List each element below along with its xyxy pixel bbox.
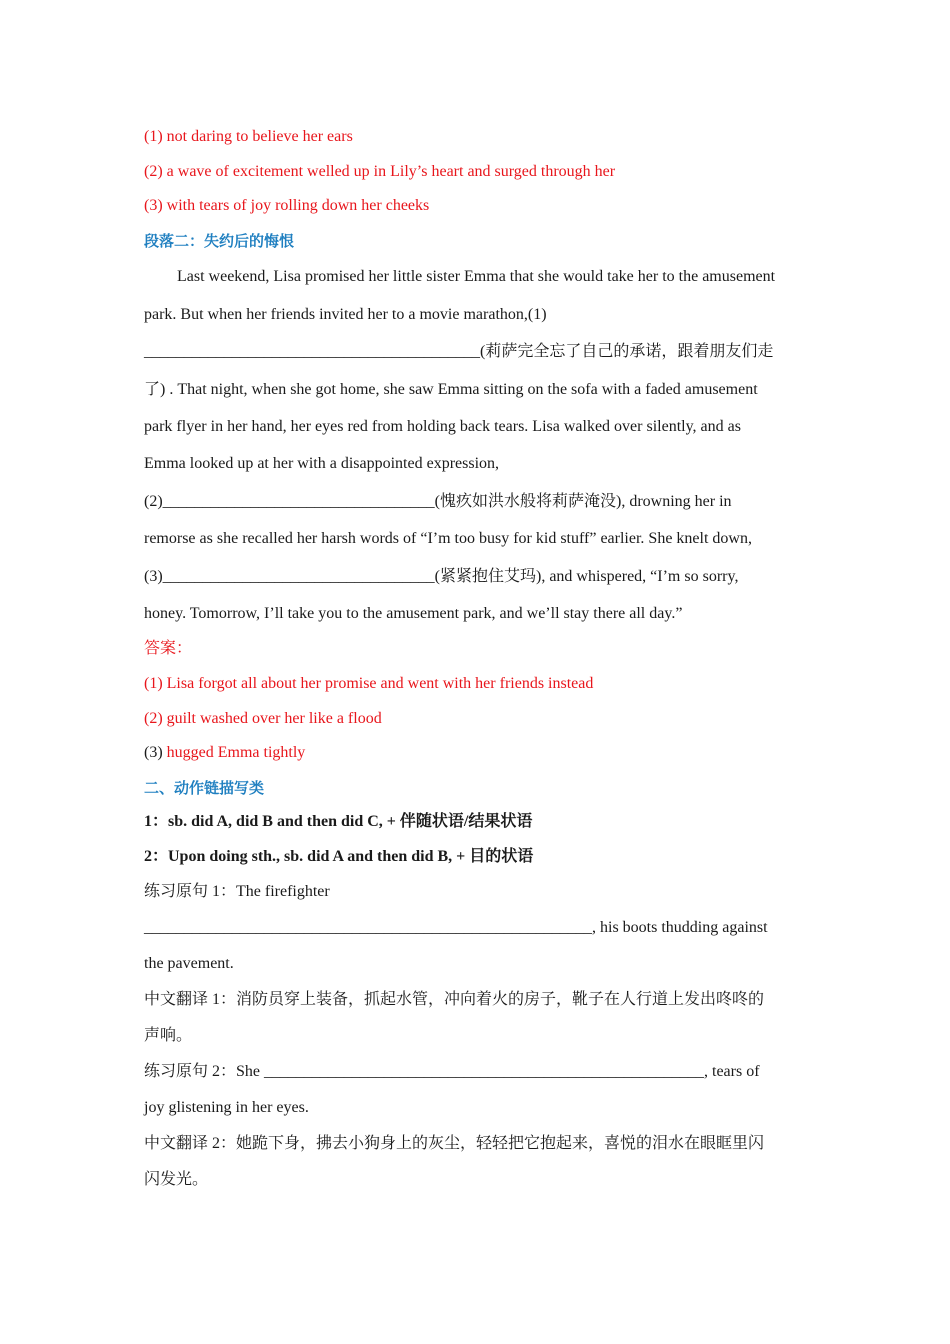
answer-text: Lisa forgot all about her promise and went with her friends instead [166, 675, 594, 693]
answer-text: hugged Emma tightly [166, 744, 306, 762]
practice-tail: the pavement. [144, 954, 234, 972]
practice-lead: 练习原句 1：The firefighter [144, 882, 330, 900]
passage-line: __________________________________________(莉萨完全忘了自己的承诺，跟着朋友们走 [144, 343, 774, 361]
passage-line: Emma looked up at her with a disappointed expression, [144, 455, 500, 473]
practice-blank-line: ________________________________________________________, his boots thudding against [144, 919, 768, 937]
passage-line: remorse as she recalled her harsh words of “I’m too busy for kid stuff” earlier. She knelt down, [144, 530, 752, 548]
answer-line [144, 702, 806, 737]
translation-line: 中文翻译 2：她跪下身，拂去小狗身上的灰尘，轻轻把它抱起来，喜悦的泪水在眼眶里闪 [144, 1135, 765, 1153]
translation-line: 声响。 [144, 1026, 193, 1044]
passage [144, 258, 806, 632]
practice-line: 练习原句 2：She _______________________________________________________, tears of [144, 1063, 760, 1081]
passage-line: (2)__________________________________(愧疚如洪水般将莉萨淹没), drowning her in [144, 492, 732, 510]
passage-line: honey. Tomorrow, I’ll take you to the amusement park, and we’ll stay there all day.” [144, 605, 683, 623]
answer-line: (1) not daring to believe her ears [144, 128, 353, 145]
part-heading: 二、动作链描写类 [144, 778, 265, 797]
answer-line: (3) with tears of joy rolling down her cheeks [144, 197, 430, 215]
passage-line: park flyer in her hand, her eyes red from holding back tears. Lisa walked over silently, and as [144, 418, 741, 435]
answer-line [144, 736, 806, 771]
passage-line: Last weekend, Lisa promised her little sister Emma that she would take her to the amusement [177, 268, 776, 286]
passage-line: park. But when her friends invited her to a movie marathon,(1) [144, 305, 547, 323]
passage-line: 了) . That night, when she got home, she saw Emma sitting on the sofa with a faded amusement [144, 380, 758, 398]
answer-number: (2) [144, 709, 163, 727]
section-heading: 段落二：失约后的悔恨 [144, 231, 295, 250]
passage-line: (3)__________________________________(紧紧抱住艾玛), and whispered, “I’m so sorry, [144, 567, 739, 585]
answer-number: (3) [144, 744, 163, 762]
document-page [144, 120, 806, 1197]
pattern-line: 2：Upon doing sth., sb. did A and then did B, + 目的状语 [144, 848, 534, 865]
translation-line: 中文翻译 1：消防员穿上装备，抓起水管，冲向着火的房子，靴子在人行道上发出咚咚的 [144, 991, 765, 1009]
translation-line: 闪发光。 [144, 1170, 209, 1188]
answer-line: (2) a wave of excitement welled up in Lily’s heart and surged through her [144, 162, 616, 180]
answer-line [144, 667, 806, 702]
practice-line: joy glistening in her eyes. [144, 1098, 309, 1116]
answer-number: (1) [144, 675, 163, 693]
pattern-line: 1：sb. did A, did B and then did C, + 伴随状语/结果状语 [144, 813, 533, 831]
answer-text: guilt washed over her like a flood [166, 709, 382, 727]
answer-label: 答案： [144, 640, 193, 658]
